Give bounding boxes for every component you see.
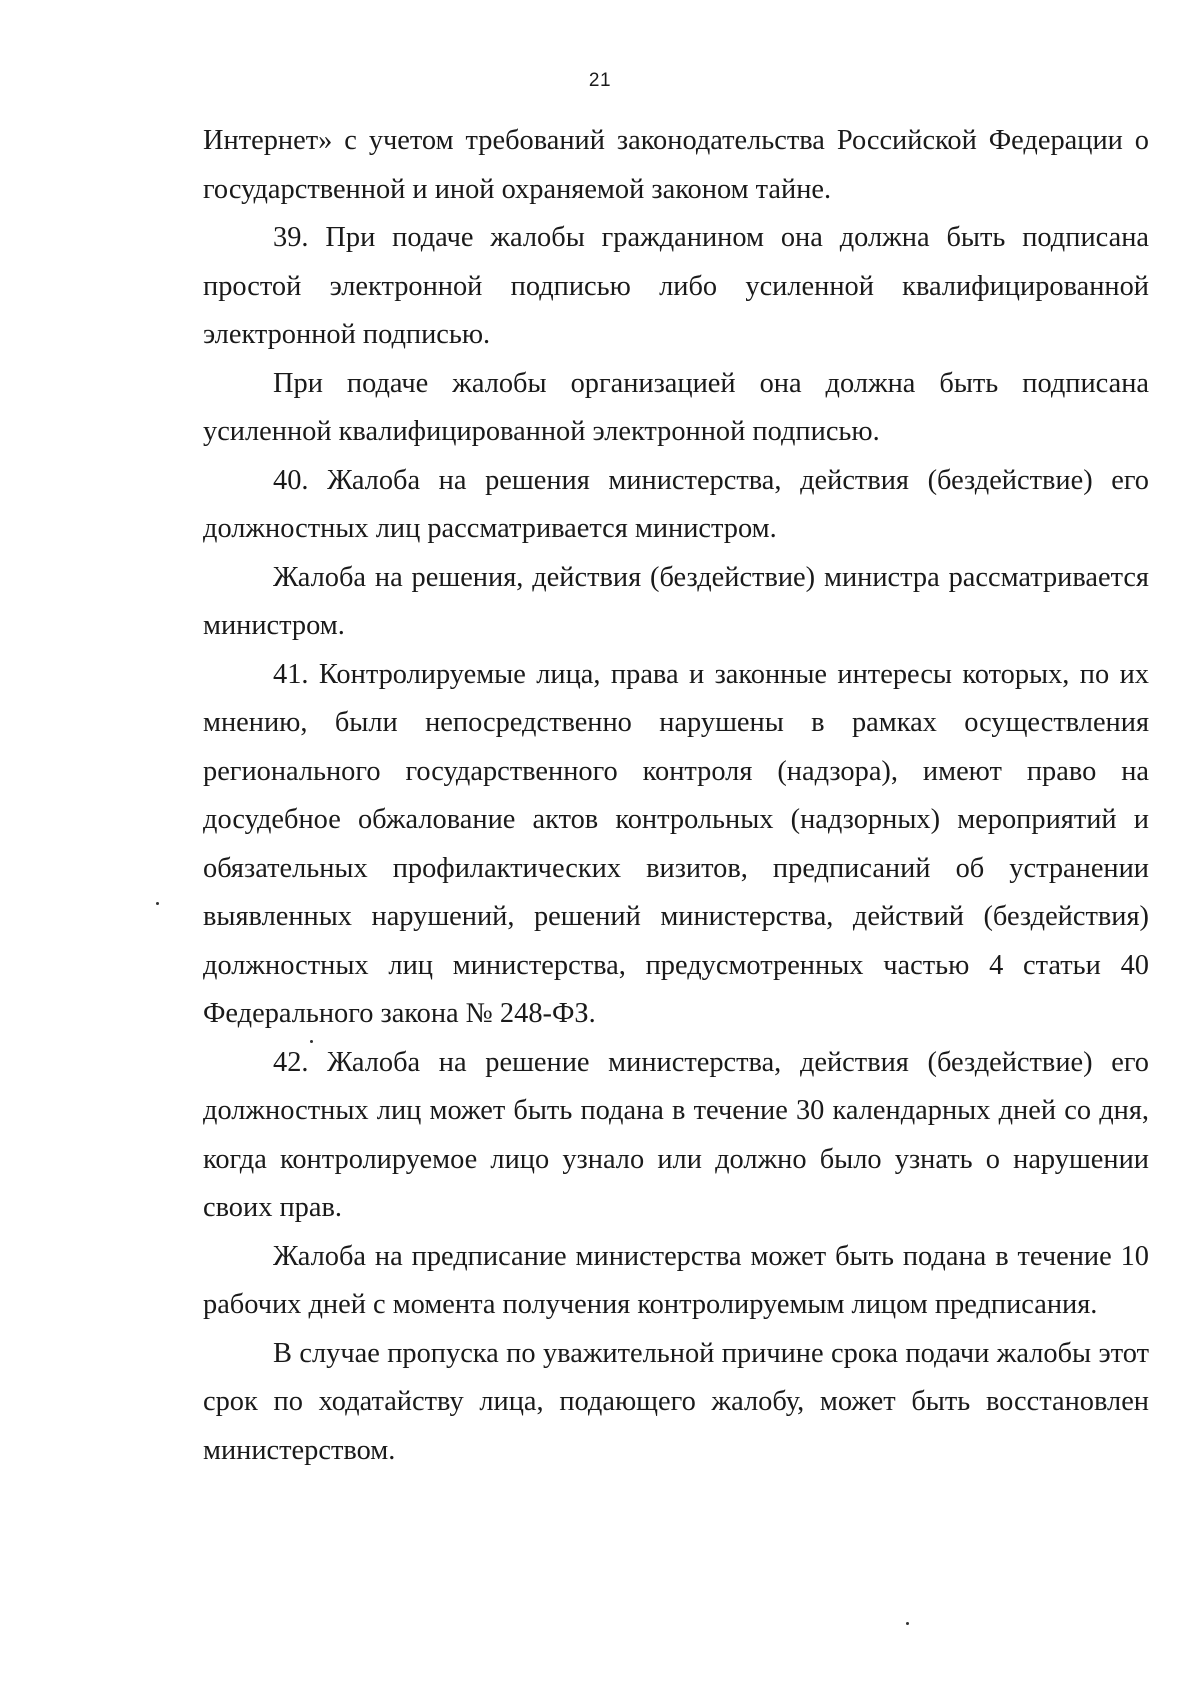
paragraph-item-40: 40. Жалоба на решения министерства, действия (бездействие) его должностных лиц рассматривается министром. [203, 464, 1149, 544]
paragraph-continuation: Интернет» с учетом требований законодательства Российской Федерации о государственной и иной охраняемой законом тайне. [203, 125, 1149, 205]
paragraph-item-42: 42. Жалоба на решение министерства, действия (бездействие) его должностных лиц может быть подана в течение 30 календарных дней со дня, когда контролируемое лицо узнало или должно было узнать о нарушении своих прав. [203, 1046, 1149, 1223]
page-number: 21 [588, 70, 612, 91]
paragraph-minister-complaint: Жалоба на решения, действия (бездействие) министра рассматривается министром. [203, 561, 1149, 641]
paragraph-item-39: 39. При подаче жалобы гражданином она должна быть подписана простой электронной подписью либо усиленной квалифицированной электронной подписью. [203, 222, 1149, 350]
paragraph-deadline-restoration: В случае пропуска по уважительной причине срока подачи жалобы этот срок по ходатайству лица, подающего жалобу, может быть восстановлен министерством. [203, 1337, 1149, 1466]
scan-speck [310, 1040, 313, 1043]
paragraph-organization-signature: При подаче жалобы организацией она должна быть подписана усиленной квалифицированной электронной подписью. [203, 367, 1149, 447]
paragraph-item-41: 41. Контролируемые лица, права и законные интересы которых, по их мнению, были непосредственно нарушены в рамках осуществления регионального государственного контроля (надзора), имеют право на досудебное обжалование актов контрольных (надзорных) мероприятий и обязательных профилактических визитов, предписаний об устранении выявленных нарушений, решений министерства, действий (бездействия) должностных лиц министерства, предусмотренных частью 4 статьи 40 Федерального закона № 248-ФЗ. [203, 658, 1149, 1029]
document-body [203, 117, 1149, 1475]
paragraph-prescription-complaint: Жалоба на предписание министерства может быть подана в течение 10 рабочих дней с момента получения контролируемым лицом предписания. [203, 1240, 1149, 1320]
scan-speck [156, 902, 159, 905]
scan-speck [906, 1622, 909, 1625]
